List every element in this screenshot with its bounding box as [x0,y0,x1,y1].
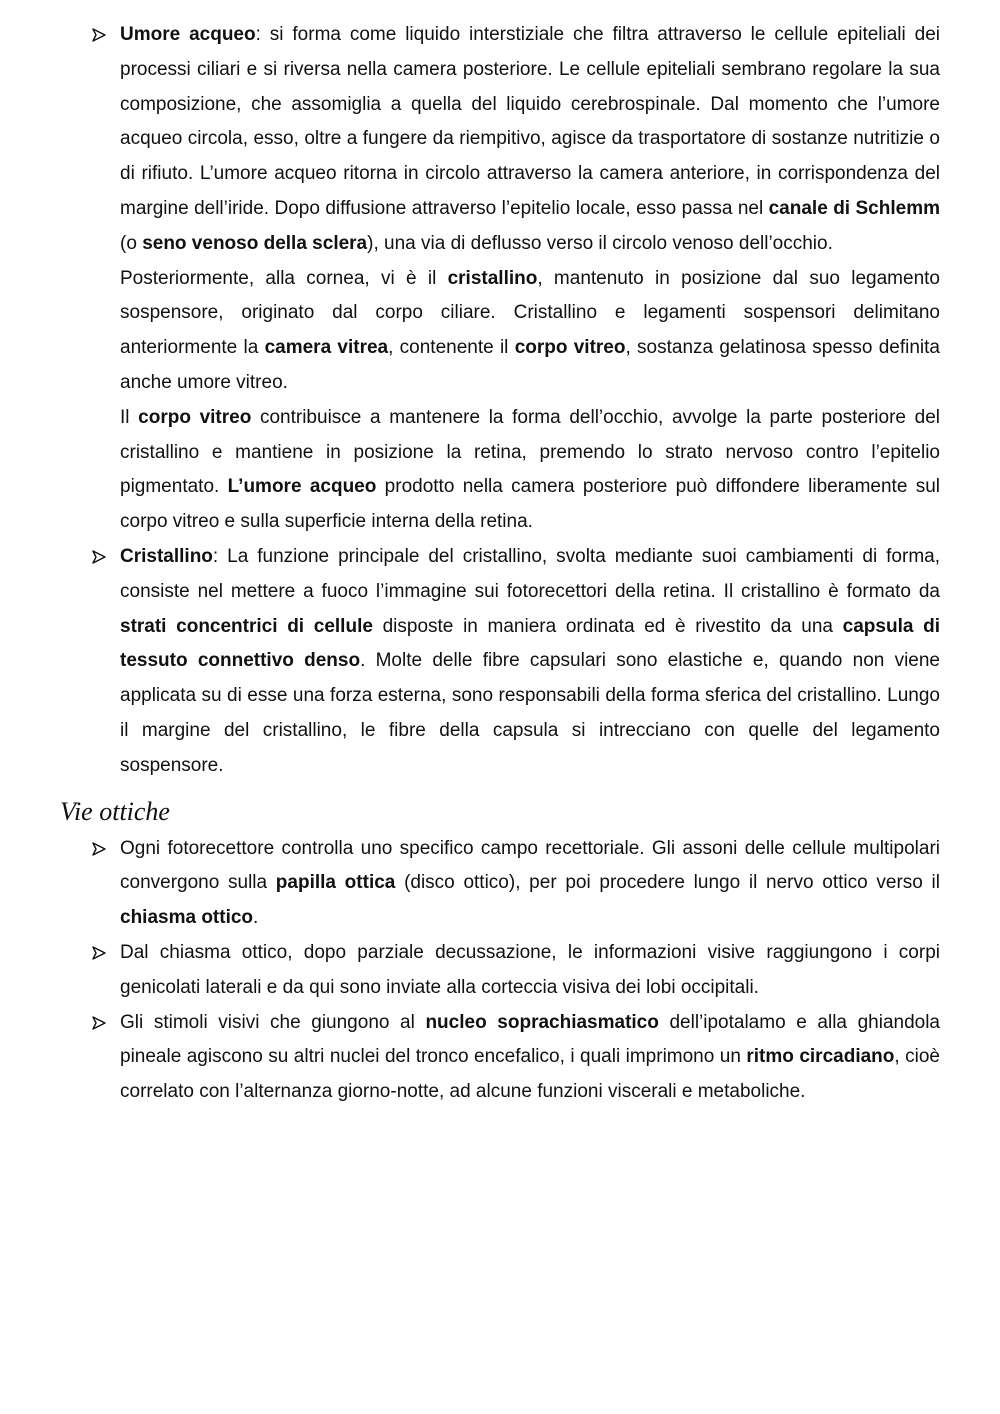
section-title: Vie ottiche [60,796,170,826]
bullet-item-stimoli [120,1006,940,1110]
arrow-bullet-icon [90,540,108,575]
arrow-bullet-icon [90,832,108,867]
umore-paragraph-2: Posteriormente, alla cornea, vi è il cristallino, mantenuto in posizione dal suo legamento sospensore, originato dal corpo ciliare. Cristallino e legamenti sospensori delimitano anteriormente la camera vitrea, contenente il corpo vitreo, sostanza gelatinosa spesso definita anche umore vitreo. [120,267,940,393]
term-cristallino: Cristallino [120,545,213,567]
umore-paragraph-1: Umore acqueo: si forma come liquido interstiziale che filtra attraverso le cellule epiteliali dei processi ciliari e si riversa nella camera posteriore. Le cellule epiteliali sembrano regolare la sua composizione, che assomiglia a quella del liquido cerebrospinale. Dal momento che l’umore acqueo circola, esso, oltre a fungere da riempitivo, agisce da trasportatore di sostanze nutritizie o di rifiuto. L’umore acqueo ritorna in circolo attraverso la camera anteriore, in corrispondenza del margine dell’iride. Dopo diffusione attraverso l’epitelio locale, esso passa nel canale di Schlemm (o seno venoso della sclera), una via di deflusso verso il circolo venoso dell’occhio. [120,24,941,254]
term-umore-acqueo: Umore acqueo [120,24,256,45]
arrow-bullet-icon [90,18,108,53]
bullet-item-umore-acqueo [120,18,940,540]
arrow-bullet-icon [90,936,108,971]
document-body [60,18,941,1110]
bullet-item-cristallino [120,540,940,784]
bullet-item-fotorecettore [120,832,940,936]
fotorecettore-paragraph: Ogni fotorecettore controlla uno specifico campo recettoriale. Gli assoni delle cellule multipolari convergono sulla papilla ottica (disco ottico), per poi procedere lungo il nervo ottico verso il chiasma ottico. [120,837,940,929]
cristallino-paragraph: Cristallino: La funzione principale del cristallino, svolta mediante suoi cambiamenti di forma, consiste nel mettere a fuoco l’immagine sui fotorecettori della retina. Il cristallino è formato da strati concentrici di cellule disposte in maniera ordinata ed è rivestito da una capsula di tessuto connettivo denso. Molte delle fibre capsulari sono elastiche e, quando non viene applicata su di esse una forza esterna, sono responsabili della forma sferica del cristallino. Lungo il margine del cristallino, le fibre della capsula si intrecciano con quelle del legamento sospensore. [120,545,940,776]
chiasma-paragraph: Dal chiasma ottico, dopo parziale decussazione, le informazioni visive raggiungono i corpi genicolati laterali e da qui sono inviate alla corteccia visiva dei lobi occipitali. [120,941,940,998]
umore-paragraph-3: Il corpo vitreo contribuisce a mantenere la forma dell’occhio, avvolge la parte posteriore del cristallino e mantiene in posizione la retina, premendo lo strato nervoso contro l’epitelio pigmentato. L’umore acqueo prodotto nella camera posteriore può diffondere liberamente sul corpo vitreo e sulla superficie interna della retina. [120,406,941,533]
arrow-bullet-icon [90,1006,108,1041]
stimoli-paragraph: Gli stimoli visivi che giungono al nucleo soprachiasmatico dell’ipotalamo e alla ghiandola pineale agiscono su altri nuclei del tronco encefalico, i quali imprimono un ritmo circadiano, cioè correlato con l’alternanza giorno-notte, ad alcune funzioni viscerali e metaboliche. [120,1011,940,1103]
bullet-item-chiasma [120,936,940,1006]
